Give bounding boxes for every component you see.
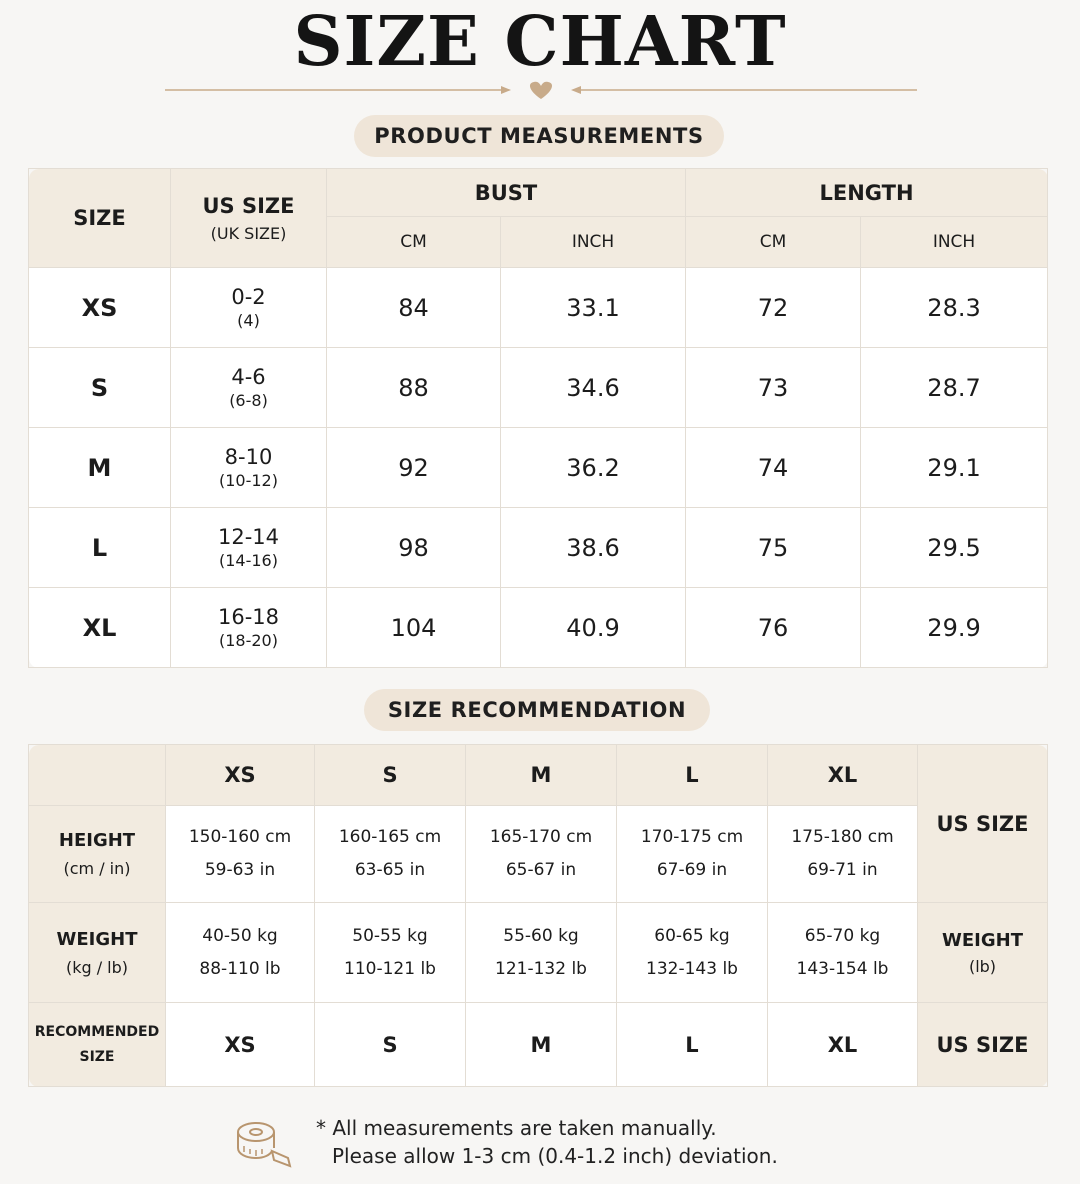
height-cell <box>617 806 768 903</box>
weight-label <box>29 903 166 1003</box>
footer-line-1: * All measurements are taken manually. <box>316 1116 717 1140</box>
length-inch-cell: 29.9 <box>861 588 1048 668</box>
length-inch-cell: 28.7 <box>861 348 1048 428</box>
recommended-size-label <box>29 1003 166 1087</box>
height-row <box>29 806 1048 903</box>
heart-icon <box>165 78 917 102</box>
height-in: 67-69 in <box>656 860 728 880</box>
height-cm: 150-160 cm <box>188 827 292 847</box>
weight-kg: 50-55 kg <box>352 925 428 946</box>
table-row <box>29 588 1048 668</box>
weight-lb: 121-132 lb <box>495 958 587 979</box>
section-title-size-recommendation: SIZE RECOMMENDATION <box>364 689 710 731</box>
recommended-label-line1: RECOMMENDED <box>34 1023 160 1040</box>
length-cm-cell: 74 <box>686 428 861 508</box>
header-length: LENGTH <box>686 169 1048 217</box>
height-cm: 160-165 cm <box>338 827 442 847</box>
height-in: 59-63 in <box>204 860 276 880</box>
header-bust: BUST <box>327 169 686 217</box>
size-cell: L <box>29 508 171 588</box>
height-cm: 170-175 cm <box>640 827 744 847</box>
recommended-row <box>29 1003 1048 1087</box>
size-header: XS <box>166 745 315 806</box>
bust-inch-cell: 33.1 <box>501 268 686 348</box>
size-cell: XS <box>29 268 171 348</box>
weight-row <box>29 903 1048 1003</box>
recommended-size-cell: M <box>466 1003 617 1087</box>
length-cm-cell: 76 <box>686 588 861 668</box>
right-weight-label <box>918 903 1048 1003</box>
height-in: 63-65 in <box>354 860 426 880</box>
header-size: SIZE <box>29 169 171 268</box>
height-cell <box>166 806 315 903</box>
recommended-size-cell: S <box>315 1003 466 1087</box>
weight-kg: 40-50 kg <box>202 925 278 946</box>
us-size-value: 12-14 <box>217 525 280 549</box>
table-row <box>29 508 1048 588</box>
size-header: M <box>466 745 617 806</box>
size-header: S <box>315 745 466 806</box>
length-cm-cell: 75 <box>686 508 861 588</box>
bust-cm-cell: 88 <box>327 348 501 428</box>
uk-size-value: (6-8) <box>229 391 268 410</box>
length-inch-cell: 29.5 <box>861 508 1048 588</box>
weight-cell <box>768 903 918 1003</box>
us-size-cell <box>171 588 327 668</box>
weight-cell <box>166 903 315 1003</box>
footer-line-2: Please allow 1-3 cm (0.4-1.2 inch) deviation. <box>332 1144 778 1168</box>
recommended-size-cell: XS <box>166 1003 315 1087</box>
footer-note <box>234 1114 834 1170</box>
recommended-label-line2: SIZE <box>79 1048 115 1065</box>
corner-cell <box>29 745 166 806</box>
bust-inch-cell: 40.9 <box>501 588 686 668</box>
recommended-size-cell: XL <box>768 1003 918 1087</box>
header-length-cm: CM <box>686 217 861 268</box>
height-in: 69-71 in <box>807 860 878 880</box>
size-header: L <box>617 745 768 806</box>
us-size-cell <box>171 348 327 428</box>
bust-inch-cell: 36.2 <box>501 428 686 508</box>
weight-cell <box>617 903 768 1003</box>
weight-cell <box>315 903 466 1003</box>
right-us-size-label: US SIZE <box>918 745 1048 903</box>
weight-lb: 110-121 lb <box>344 958 436 979</box>
bust-cm-cell: 84 <box>327 268 501 348</box>
us-size-value: 4-6 <box>231 365 266 389</box>
weight-label-text: WEIGHT <box>56 928 138 950</box>
size-cell: S <box>29 348 171 428</box>
footer-text <box>316 1114 778 1170</box>
height-in: 65-67 in <box>505 860 577 880</box>
uk-size-value: (4) <box>237 311 260 330</box>
header-us-size <box>171 169 327 268</box>
product-measurements-table <box>28 168 1048 668</box>
bust-cm-cell: 92 <box>327 428 501 508</box>
right-us-size-label-2: US SIZE <box>918 1003 1048 1087</box>
height-cell <box>315 806 466 903</box>
weight-unit: (kg / lb) <box>65 957 129 977</box>
size-recommendation-table <box>28 744 1048 1087</box>
bust-cm-cell: 98 <box>327 508 501 588</box>
page-title: SIZE CHART <box>293 2 787 82</box>
weight-kg: 65-70 kg <box>804 925 881 946</box>
size-cell: M <box>29 428 171 508</box>
uk-size-value: (14-16) <box>219 551 278 570</box>
header-bust-inch: INCH <box>501 217 686 268</box>
us-size-cell <box>171 508 327 588</box>
us-size-cell <box>171 428 327 508</box>
length-cm-cell: 73 <box>686 348 861 428</box>
right-weight-unit: (lb) <box>968 956 997 976</box>
height-label <box>29 806 166 903</box>
height-cm: 175-180 cm <box>791 827 894 847</box>
table-row <box>29 428 1048 508</box>
measuring-tape-icon <box>234 1118 294 1170</box>
weight-lb: 88-110 lb <box>199 958 281 979</box>
height-cm: 165-170 cm <box>489 827 593 847</box>
uk-size-value: (10-12) <box>219 471 278 490</box>
weight-kg: 55-60 kg <box>503 925 579 946</box>
bust-inch-cell: 34.6 <box>501 348 686 428</box>
length-inch-cell: 28.3 <box>861 268 1048 348</box>
length-inch-cell: 29.1 <box>861 428 1048 508</box>
recommended-size-cell: L <box>617 1003 768 1087</box>
height-label-text: HEIGHT <box>58 830 136 851</box>
size-header: XL <box>768 745 918 806</box>
right-weight-text: WEIGHT <box>942 929 1023 951</box>
weight-lb: 132-143 lb <box>646 958 738 979</box>
height-cell <box>768 806 918 903</box>
us-size-value: 16-18 <box>217 605 280 629</box>
height-cell <box>466 806 617 903</box>
height-unit: (cm / in) <box>63 859 131 878</box>
header-uk-size-label: (UK SIZE) <box>210 223 287 243</box>
bust-inch-cell: 38.6 <box>501 508 686 588</box>
header-length-inch: INCH <box>861 217 1048 268</box>
weight-lb: 143-154 lb <box>796 958 889 979</box>
us-size-value: 8-10 <box>224 445 273 469</box>
weight-kg: 60-65 kg <box>654 925 730 946</box>
size-cell: XL <box>29 588 171 668</box>
length-cm-cell: 72 <box>686 268 861 348</box>
table-row <box>29 268 1048 348</box>
us-size-cell <box>171 268 327 348</box>
weight-cell <box>466 903 617 1003</box>
bust-cm-cell: 104 <box>327 588 501 668</box>
uk-size-value: (18-20) <box>219 631 278 650</box>
section-title-product-measurements: PRODUCT MEASUREMENTS <box>354 115 724 157</box>
header-us-size-label: US SIZE <box>202 193 295 218</box>
table-row <box>29 348 1048 428</box>
us-size-value: 0-2 <box>231 285 266 309</box>
header-bust-cm: CM <box>327 217 501 268</box>
